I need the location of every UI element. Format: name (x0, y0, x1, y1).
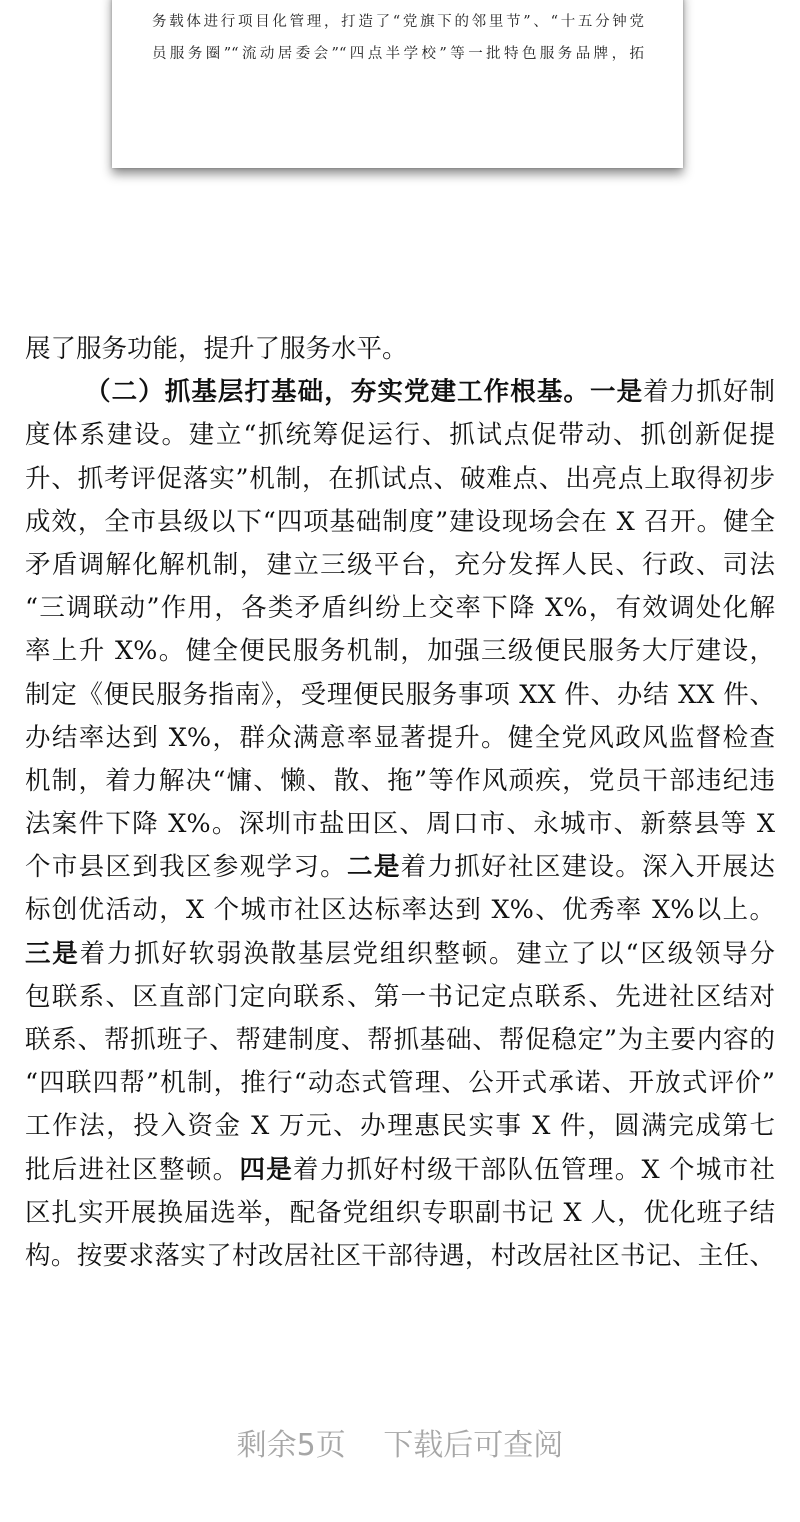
line-text: 工作法，投入资金 X 万元、办理惠民实事 X 件，圆满完成第七 (25, 1111, 775, 1142)
card-line: 务载体进行项目化管理，打造了“党旗下的邻里节”、“十五分钟党 (152, 14, 644, 30)
text-line (25, 889, 775, 932)
line-text: 办结率达到 X%，群众满意率显著提升。健全党风政风监督检查 (25, 722, 775, 753)
bold-heading-text: （二）抓基层打基础，夯实党建工作根基。一是 (85, 377, 644, 408)
line-text: 成效，全市县级以下“四项基础制度”建设现场会在 X 召开。健全 (25, 506, 775, 537)
text-line (25, 1192, 775, 1235)
text-line (25, 717, 775, 760)
text-line (25, 414, 775, 457)
remaining-pages-text[interactable]: 剩余5页 (236, 1428, 346, 1463)
preview-card (112, 0, 683, 168)
line-text: 度体系建设。建立“抓统筹促运行、抓试点促带动、抓创新促提 (25, 420, 775, 451)
line-text: 率上升 X%。健全便民服务机制，加强三级便民服务大厅建设， (25, 636, 775, 667)
line-text: 构。按要求落实了村改居社区干部待遇，村改居社区书记、主任、 (25, 1240, 775, 1271)
line-text: 批后进社区整顿。 (25, 1154, 240, 1185)
document-body (25, 328, 775, 1278)
line-text: 联系、帮抓班子、帮建制度、帮抓基础、帮促稳定”为主要内容的 (25, 1025, 775, 1055)
text-line (25, 630, 775, 673)
text-line (25, 760, 775, 803)
line-text: 着力抓好制 (643, 377, 775, 408)
bold-heading-text: 四是 (239, 1154, 294, 1185)
line-text: 个市县区到我区参观学习。 (25, 852, 347, 883)
line-text: 着力抓好社区建设。深入开展达 (400, 852, 775, 883)
line-text: 法案件下降 X%。深圳市盐田区、周口市、永城市、新蔡县等 X (25, 809, 775, 840)
text-line (25, 933, 775, 976)
text-line (25, 1235, 775, 1278)
line-text: 着力抓好村级干部队伍管理。X 个城市社 (293, 1154, 775, 1185)
text-line (25, 846, 775, 889)
text-line (25, 1019, 775, 1062)
card-line: 员服务圈”“流动居委会”“四点半学校”等一批特色服务品牌，拓 (152, 46, 644, 62)
text-line (25, 976, 775, 1019)
line-text: 标创优活动，X 个城市社区达标率达到 X%、优秀率 X%以上。 (25, 895, 775, 926)
download-to-view-text[interactable]: 下载后可查阅 (383, 1428, 564, 1463)
text-line (25, 803, 775, 846)
line-text: 区扎实开展换届选举，配备党组织专职副书记 X 人，优化班子结 (25, 1197, 775, 1228)
text-line (25, 587, 775, 630)
line-text: “四联四帮”机制，推行“动态式管理、公开式承诺、开放式评价” (25, 1068, 775, 1099)
text-line (25, 371, 775, 414)
text-line (25, 674, 775, 717)
line-text: 制定《便民服务指南》，受理便民服务事项 XX 件、办结 XX 件、 (25, 679, 775, 710)
line-text: 包联系、区直部门定向联系、第一书记定点联系、先进社区结对 (25, 981, 775, 1012)
text-line (25, 458, 775, 501)
bold-heading-text: 三是 (25, 938, 80, 969)
line-text: 展了服务功能，提升了服务水平。 (25, 334, 408, 364)
text-line (25, 1149, 775, 1192)
text-line (25, 544, 775, 587)
download-prompt[interactable] (0, 1420, 800, 1464)
line-text: 升、抓考评促落实”机制，在抓试点、破难点、出亮点上取得初步 (25, 463, 775, 494)
line-text: 着力抓好软弱涣散基层党组织整顿。建立了以“区级领导分 (79, 938, 775, 969)
line-text: 矛盾调解化解机制，建立三级平台，充分发挥人民、行政、司法 (25, 549, 775, 580)
line-text: 机制，着力解决“慵、懒、散、拖”等作风顽疾，党员干部违纪违 (25, 765, 775, 796)
bold-heading-text: 二是 (346, 852, 401, 883)
text-line (25, 1105, 775, 1148)
line-text: “三调联动”作用，各类矛盾纠纷上交率下降 X%，有效调处化解 (25, 593, 775, 624)
text-line (25, 328, 775, 371)
text-line (25, 501, 775, 544)
text-line (25, 1062, 775, 1105)
